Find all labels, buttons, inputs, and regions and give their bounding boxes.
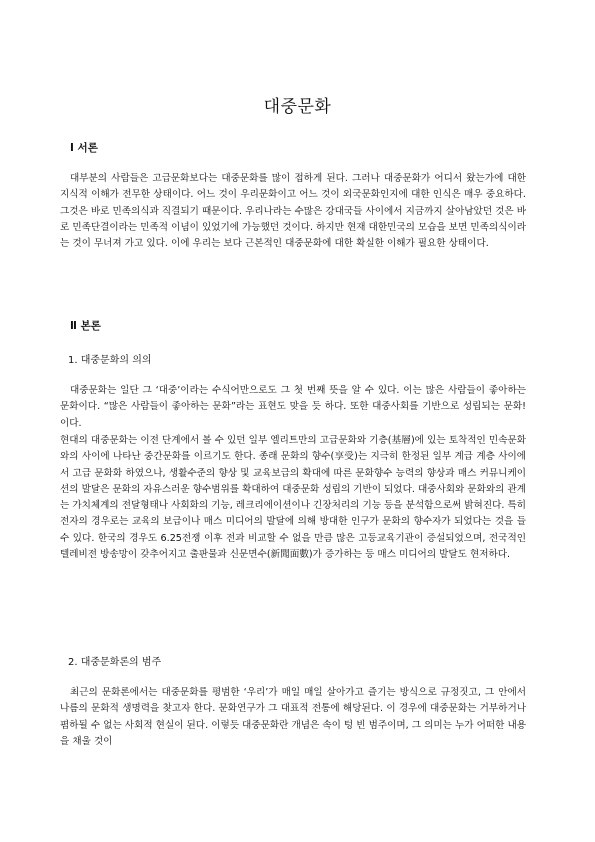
subsection-heading-meaning: 1. 대중문화의 의의 [68, 355, 152, 366]
intro-paragraph: 대부분의 사람들은 고급문화보다는 대중문화를 많이 접하게 된다. 그러나 대중문화가 어디서 왔는가에 대한 지식적 이해가 전무한 상태이다. 어느 것이 우리문화이고 어느 것이 외국문화인지에 대한 인식은 매우 중요하다. 그것은 바로 민족의식과 직결되기 때문이다. 우리나라는 수많은 강대국들 사이에서 지금까지 살아남았던 것은 바로 민족단결이라는 민족적 이념이 있었기에 가능했던 것이다. 하지만 현재 대한민국의 모습을 보면 민족의식이라는 것이 무너져 가고 있다. 이에 우리는 보다 근본적인 대중문화에 대한 확실한 이해가 필요한 상태이다. [60, 173, 526, 250]
section-heading-intro: Ⅰ 서론 [70, 142, 98, 154]
document-title: 대중문화 [263, 97, 332, 117]
meaning-paragraph-2: 현대의 대중문화는 이전 단계에서 볼 수 있던 일부 엘리트만의 고급문화와 기층(基層)에 있는 토착적인 민속문화와의 사이에 나타난 중간문화를 이르기도 한다. 종래 문화의 향수(享受)는 지극히 한정된 일부 계급 계층 사이에서 고급 문화화 하였으나, 생활수준의 향상 및 교육보급의 확대에 따른 문화향수 능력의 향상과 매스 커뮤니케이션의 발달은 문화의 자유스러운 향수범위를 확대하여 대중문화 성립의 기반이 되었다. 대중사회와 문화와의 관계는 가치체계의 전달형태나 사회화의 기능, 레크리에이션이나 긴장처리의 기능 등을 분석함으로써 밝혀진다. 특히 전자의 경우로는 교육의 보급이나 매스 미디어의 발달에 의해 방대한 인구가 문화의 향수자가 되었다는 것을 들 수 있다. 한국의 경우도 6.25전쟁 이후 전과 비교할 수 없을 만큼 많은 고등교육기관이 증설되었으며, 전국적인 텔레비전 방송망이 갖추어지고 출판물과 신문면수(新聞面數)가 증가하는 등 매스 미디어의 발달도 현저하다. [60, 435, 526, 561]
meaning-paragraph-1: 대중문화는 일단 그 ‘대중’이라는 수식어만으로도 그 첫 번째 뜻을 알 수 있다. 이는 많은 사람들이 좋아하는 문화이다. “많은 사람들이 좋아하는 문화”라는 표현도 맞을 듯 하다. 또한 대중사회를 기반으로 성립되는 문화! 이다. [60, 385, 526, 429]
section-heading-body: Ⅱ 본론 [70, 320, 101, 332]
scope-paragraph: 최근의 문화론에서는 대중문화를 평범한 ‘우리’가 매일 매일 살아가고 즐기는 방식으로 규정짓고, 그 안에서 나름의 문화적 생명력을 찾고자 한다. 문화연구가 그 대표적 전통에 해당된다. 이 경우에 대중문화는 거부하거나 폄하될 수 없는 사회적 현실이 된다. 이렇듯 대중문화란 개념은 속이 텅 빈 범주이며, 그 의미는 누가 어떠한 내용을 채울 것이 [60, 687, 526, 747]
subsection-heading-scope: 2. 대중문화론의 범주 [68, 657, 162, 668]
